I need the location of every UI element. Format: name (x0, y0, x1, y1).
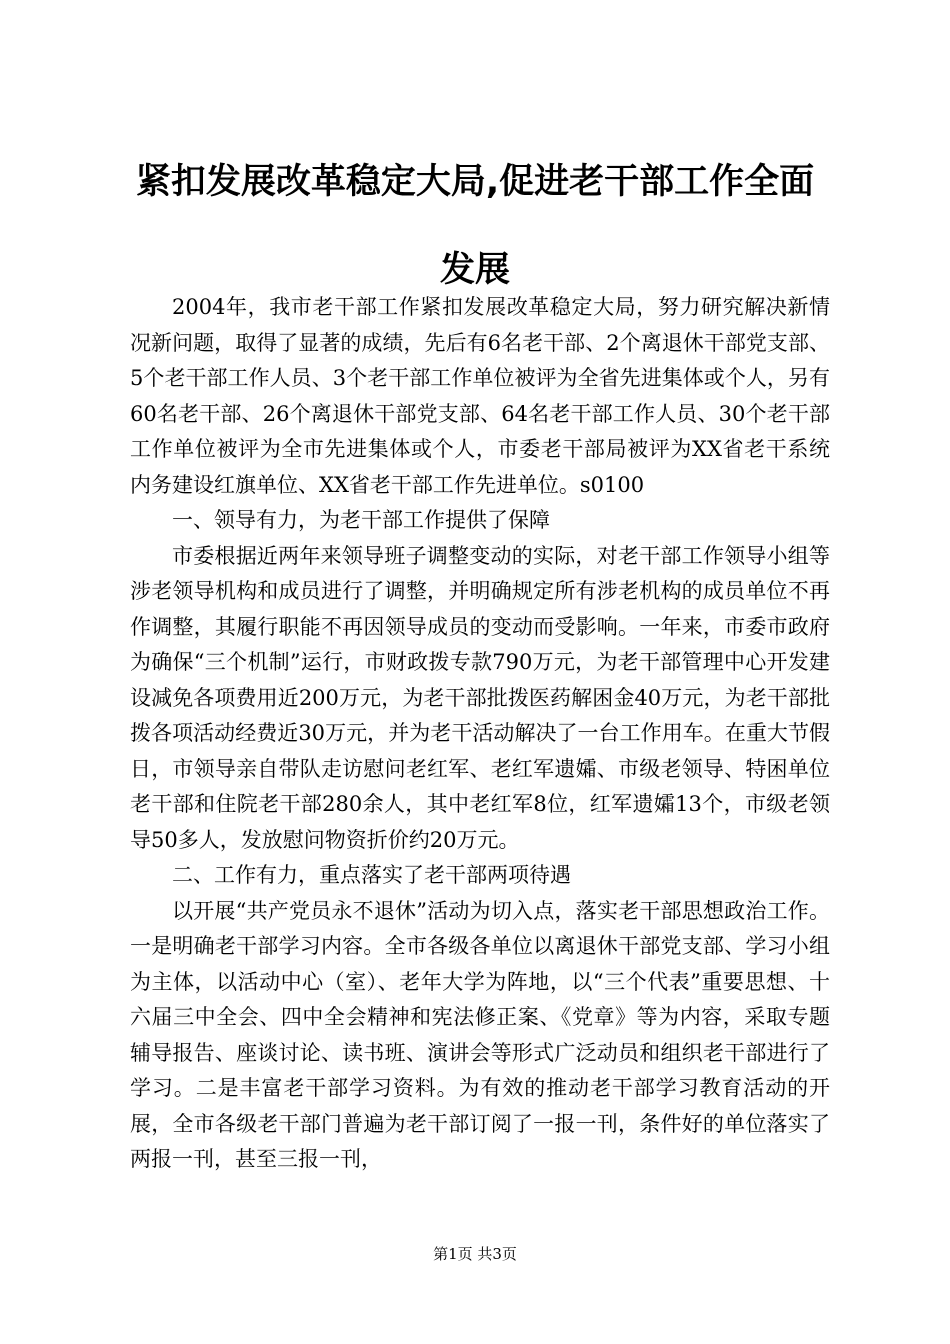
document-title-line1: 紧扣发展改革稳定大局,促进老干部工作全面 (135, 162, 815, 202)
body-paragraph: 以开展“共产党员永不退休”活动为切入点，落实老干部思想政治工作。一是明确老干部学习内容。全市各级各单位以离退休干部党支部、学习小组为主体，以活动中心（室）、老年大学为阵地，以“三个代表”重要思想、十六届三中全会、四中全会精神和宪法修正案、《党章》等为内容，采取专题辅导报告、座谈讨论、读书班、演讲会等形式广泛动员和组织老干部进行了学习。二是丰富老干部学习资料。为有效的推动老干部学习教育活动的开展，全市各级老干部门普遍为老干部订阅了一报一刊，条件好的单位落实了两报一刊，甚至三报一刊， (130, 898, 830, 1171)
body-paragraph: 市委根据近两年来领导班子调整变动的实际，对老干部工作领导小组等涉老领导机构和成员进行了调整，并明确规定所有涉老机构的成员单位不再作调整，其履行职能不再因领导成员的变动而受影响。一年来，市委市政府为确保“三个机制”运行，市财政拨专款790万元，为老干部管理中心开发建设减免各项费用近200万元，为老干部批拨医药解困金40万元，为老干部批拨各项活动经费近30万元，并为老干活动解决了一台工作用车。在重大节假日，市领导亲自带队走访慰问老红军、老红军遗孀、市级老领导、特困单位老干部和住院老干部280余人，其中老红军8位，红军遗孀13个，市级老领导50多人，发放慰问物资折价约20万元。 (130, 543, 830, 852)
document-body (130, 290, 830, 1178)
body-paragraph: 2004年，我市老干部工作紧扣发展改革稳定大局，努力研究解决新情况新问题，取得了显著的成绩，先后有6名老干部、2个离退休干部党支部、5个老干部工作人员、3个老干部工作单位被评为全省先进集体或个人，另有60名老干部、26个离退休干部党支部、64名老干部工作人员、30个老干部工作单位被评为全市先进集体或个人，市委老干部局被评为XX省老干系统内务建设红旗单位、XX省老干部工作先进单位。s0100 (130, 295, 830, 497)
section-heading: 二、工作有力，重点落实了老干部两项待遇 (172, 863, 571, 887)
section-heading: 一、领导有力，为老干部工作提供了保障 (172, 508, 550, 532)
page-footer: 第1页 共3页 (433, 1245, 517, 1263)
document-title-line2: 发展 (439, 250, 510, 290)
